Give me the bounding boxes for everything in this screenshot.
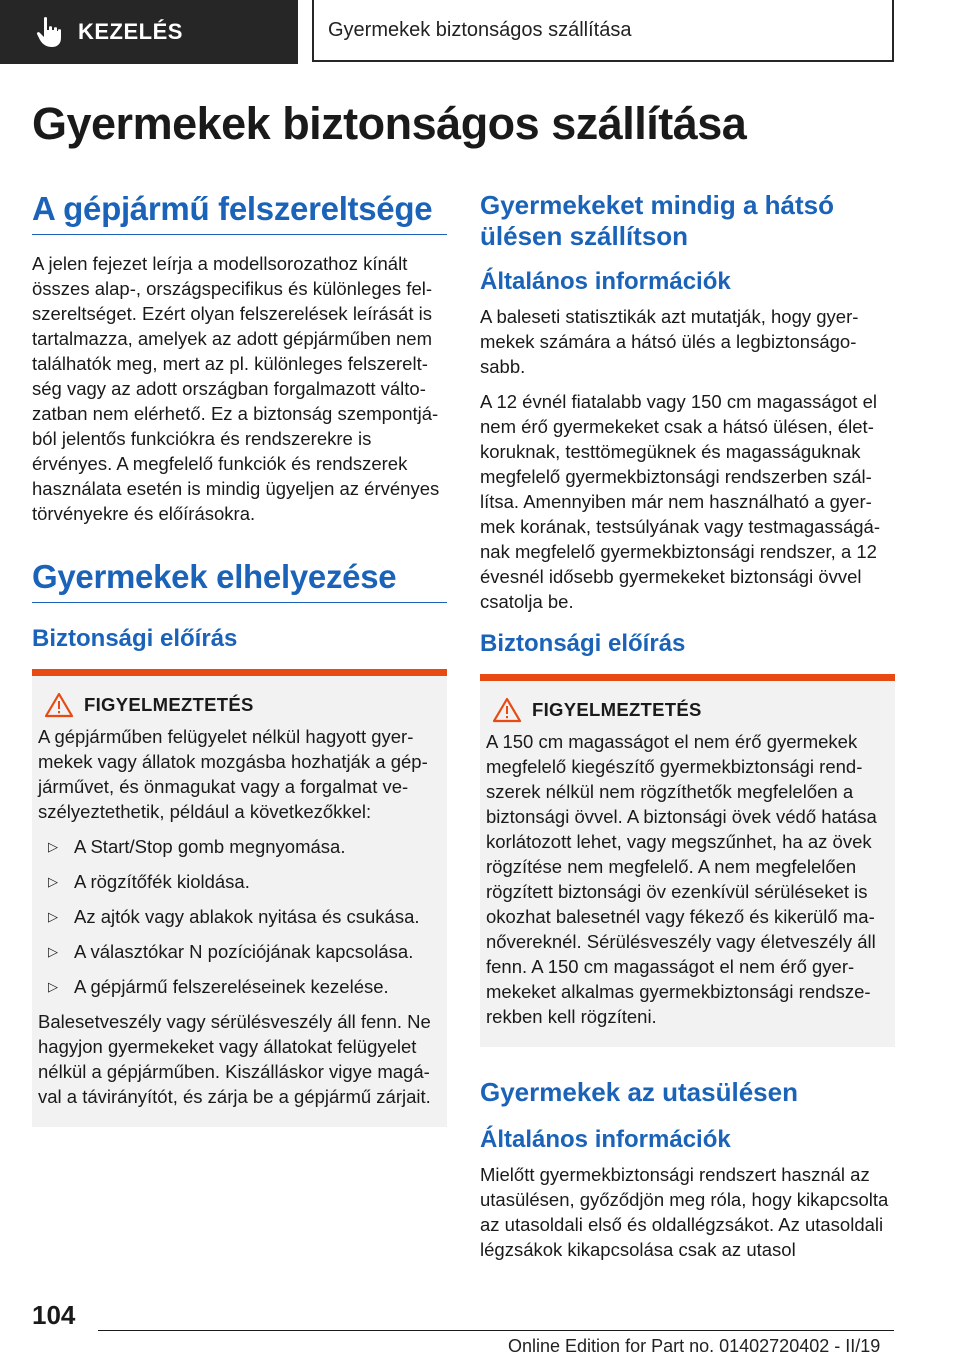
bullet-triangle-icon: ▷ [48,909,58,924]
warning-box-left [32,669,447,1127]
heading-placement: Gyermekek elhelyezése [32,558,447,603]
heading-general-2: Általános információk [480,1126,731,1153]
page-number: 104 [32,1300,76,1330]
heading-safety-left: Biztonsági előírás [32,625,238,652]
page-title: Gyermekek biztonságos szállítása [32,98,747,149]
warning-title-left: FIGYELMEZTETÉS [84,694,254,715]
heading-passenger-seat: Gyermekek az utasülésen [480,1077,798,1107]
warning-list [38,834,441,999]
warning-outro: Balesetveszély vagy sérülésveszély áll fenn. Ne hagyjon gyermekeket vagy állatokat felügyelet nélkül a gépjárműben. Kiszálláskor vigye magával a távirányítót, és zárja be a gépjármű zárjait. [38,1011,431,1107]
list-item: ▷ A rögzítőfék kioldása. [48,871,250,892]
warning-box-right [480,674,895,1047]
footer-divider [98,1330,894,1331]
paragraph-passenger: Mielőtt gyermekbiztonsági rendszert használ az utasülésen, győződjön meg róla, hogy kikapcsolta az utasoldali első és oldallégzsákot. Az utasoldali légzsákok kikapcsolása csak az utasol [480,1164,889,1260]
chapter-title: Gyermekek biztonságos szállítása [328,18,632,41]
warning-triangle-icon [44,692,74,718]
warning-text-right: A 150 cm magasságot el nem érő gyermekek megfelelő kiegészítő gyermekbiztonsági rendszerek nélkül nem rögzíthetők megfelelően a biztonsági övvel. A biztonsági övek védő hatása korlátozott lehet, vagy megszűnhet, ha az övek rögzítése nem megfelelő. A nem megfelelően rögzített biztonsági öv ezenkívül sérüléseket is okozhat balesetnél vagy fékező és kikerülő manővereknél. Sérülésveszély vagy életveszély áll fenn. A 150 cm magasságot el nem érő gyermekeket alkalmas gyermekbiztonsági rendszerekben kell rögzíteni. [486,731,877,1027]
bullet-triangle-icon: ▷ [48,839,58,854]
heading-equipment: A gépjármű felszereltsége [32,190,447,235]
right-column [480,190,895,1272]
paragraph-age: A 12 évnél fiatalabb vagy 150 cm magasságot el nem érő gyermekeket csak a hátsó ülésen, életkoruknak, testtömegüknek és magasságuknak megfelelő gyermekbiztonsági rendszerben szállítsa. Amennyiben már nem használható a gyermek korának, testsúlyának vagy testmagasságának megfelelő gyermekbiztonsági rendszer, a 12 évesnél idősebb gyermekeket biztonsági övvel csatolja be. [480,391,881,612]
list-item: ▷ Az ajtók vagy ablakok nyitása és csukása. [48,906,420,927]
bullet-triangle-icon: ▷ [48,979,58,994]
footer-edition: Online Edition for Part no. 01402720402 - II/19 [508,1336,881,1356]
paragraph-equipment: A jelen fejezet leírja a modellsorozathoz kínált összes alap-, országspecifikus és különleges felszereltséget. Ezért olyan felszerelések leírását is tartalmazza, amelyek az adott gépjárműben nem találhatók meg, mert az pl. különleges felszereltség vagy az adott országban forgalmazott változatban nem elérhető. Ez a biztonság szempontjából jelentős funkciókra és rendszerekre is érvényes. A megfelelő funkciók és rendszerek használata esetén is mindig ügyeljen az érvényes törvényekre és előírásokra. [32,253,440,524]
list-item: ▷ A Start/Stop gomb megnyomása. [48,836,346,857]
list-item: ▷ A választókar N pozíciójának kapcsolása. [48,941,414,962]
section-tab [0,0,298,64]
bullet-triangle-icon: ▷ [48,944,58,959]
paragraph-stats: A baleseti statisztikák azt mutatják, hogy gyermekek számára a hátsó ülés a legbiztonságosabb. [480,306,859,377]
warning-title-right: FIGYELMEZTETÉS [532,699,702,720]
warning-intro: A gépjárműben felügyelet nélkül hagyott gyermekek vagy állatok mozgásba hozhatják a gépjárművet, és önmagukat vagy a forgalmat veszélyeztethetik, például a következőkkel: [38,726,428,822]
heading-safety-right: Biztonsági előírás [480,630,686,657]
heading-general-1: Általános információk [480,268,731,295]
heading-rear-seat: Gyermekeket mindig a hátsó ülésen szállítson [480,190,835,251]
chapter-header [312,0,894,62]
left-column [32,190,447,1127]
bullet-triangle-icon: ▷ [48,874,58,889]
warning-triangle-icon [492,697,522,723]
list-item: ▷ A gépjármű felszereléseinek kezelése. [48,976,389,997]
section-label: KEZELÉS [78,19,183,44]
hand-pointer-icon [30,12,70,52]
